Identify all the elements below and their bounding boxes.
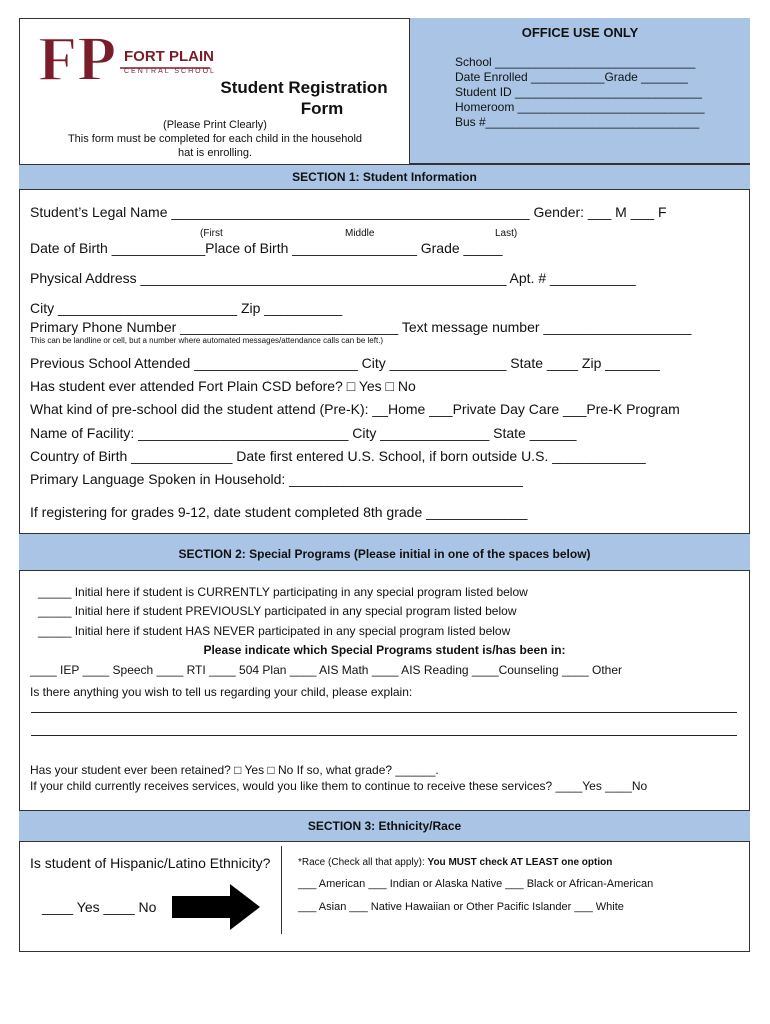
explain-line-1[interactable] bbox=[31, 712, 737, 713]
right-arrow-icon bbox=[172, 884, 260, 930]
never-participated-line[interactable]: _____ Initial here if student HAS NEVER participated in any special program listed below bbox=[38, 624, 511, 638]
race-options-row1[interactable]: ___ American ___ Indian or Alaska Native ___ Black or African-American bbox=[298, 878, 654, 890]
last-name-caption: Last) bbox=[495, 228, 518, 239]
office-use-box bbox=[409, 18, 750, 164]
country-of-birth-field[interactable]: Country of Birth _____________ Date first entered U.S. School, if born outside U.S. ____________ bbox=[30, 448, 646, 464]
city-zip-field[interactable]: City _______________________ Zip __________ bbox=[30, 300, 343, 316]
completion-note: This form must be completed for each child in the household bbox=[67, 133, 363, 145]
logo-letters: FP bbox=[38, 28, 117, 92]
print-clearly-note: (Please Print Clearly) bbox=[163, 119, 267, 131]
first-name-caption: (First bbox=[200, 228, 223, 239]
hispanic-question: Is student of Hispanic/Latino Ethnicity? bbox=[30, 855, 271, 871]
school-logo bbox=[38, 28, 216, 92]
office-homeroom-field[interactable]: Homeroom ____________________________ bbox=[455, 100, 705, 114]
dob-pob-grade-field[interactable]: Date of Birth ____________Place of Birth ________________ Grade _____ bbox=[30, 240, 503, 256]
section3-divider bbox=[281, 846, 282, 934]
attended-before-question[interactable]: Has student ever attended Fort Plain CSD before? □ Yes □ No bbox=[30, 378, 416, 394]
grades-9-12-field[interactable]: If registering for grades 9-12, date student completed 8th grade _____________ bbox=[30, 504, 528, 520]
middle-name-caption: Middle bbox=[345, 228, 375, 239]
section3-header: SECTION 3: Ethnicity/Race bbox=[19, 810, 750, 842]
race-options-row2[interactable]: ___ Asian ___ Native Hawaiian or Other Pacific Islander ___ White bbox=[298, 901, 624, 913]
explain-question: Is there anything you wish to tell us regarding your child, please explain: bbox=[30, 685, 413, 699]
completion-note-2: hat is enrolling. bbox=[178, 147, 252, 159]
school-name: FORT PLAIN bbox=[124, 48, 214, 65]
previously-participated-line[interactable]: _____ Initial here if student PREVIOUSLY participated in any special program listed below bbox=[38, 604, 517, 618]
indicate-programs-heading: Please indicate which Special Programs student is/has been in: bbox=[203, 643, 566, 657]
office-date-enrolled-field[interactable]: Date Enrolled ___________Grade _______ bbox=[455, 70, 688, 84]
office-use-title: OFFICE USE ONLY bbox=[521, 25, 639, 40]
phone-note: This can be landline or cell, but a number where automated messages/attendance calls can be left.) bbox=[30, 336, 384, 345]
section1-header: SECTION 1: Student Information bbox=[19, 164, 750, 190]
programs-checklist[interactable]: ____ IEP ____ Speech ____ RTI ____ 504 Plan ____ AIS Math ____ AIS Reading ____Counseling ____ Other bbox=[30, 663, 623, 677]
previous-school-field[interactable]: Previous School Attended _____________________ City _______________ State ____ Zip _______ bbox=[30, 355, 660, 371]
preschool-question[interactable]: What kind of pre-school did the student attend (Pre-K): __Home ___Private Day Care ___Pre-K Program bbox=[30, 401, 680, 417]
currently-participating-line[interactable]: _____ Initial here if student is CURRENTLY participating in any special program listed below bbox=[38, 585, 528, 599]
race-must-note: You MUST check AT LEAST one option bbox=[427, 857, 613, 868]
school-subname: CENTRAL SCHOOL bbox=[124, 68, 216, 75]
section2-header: SECTION 2: Special Programs (Please initial in one of the spaces below) bbox=[19, 533, 750, 571]
explain-line-2[interactable] bbox=[31, 735, 737, 736]
form-title-line2: Form bbox=[300, 99, 344, 118]
race-note: *Race (Check all that apply): bbox=[298, 857, 428, 868]
primary-language-field[interactable]: Primary Language Spoken in Household: ______________________________ bbox=[30, 471, 523, 487]
legal-name-field[interactable]: Student’s Legal Name ______________________________________________ Gender: ___ M ___ F bbox=[30, 204, 667, 220]
race-instructions bbox=[298, 857, 612, 868]
phone-field[interactable]: Primary Phone Number ____________________________ Text message number ___________________ bbox=[30, 319, 692, 335]
office-school-field[interactable]: School ______________________________ bbox=[455, 55, 696, 69]
physical-address-field[interactable]: Physical Address _______________________________________________ Apt. # ___________ bbox=[30, 270, 636, 286]
form-title-line1: Student Registration bbox=[220, 78, 388, 97]
facility-field[interactable]: Name of Facility: ___________________________ City ______________ State ______ bbox=[30, 425, 577, 441]
hispanic-answer[interactable]: ____ Yes ____ No bbox=[42, 899, 157, 915]
office-student-id-field[interactable]: Student ID ____________________________ bbox=[455, 85, 702, 99]
continue-services-question[interactable]: If your child currently receives services, would you like them to continue to receive these services? ____Yes ____No bbox=[30, 779, 648, 793]
office-bus-field[interactable]: Bus #________________________________ bbox=[455, 115, 700, 129]
retained-question[interactable]: Has your student ever been retained? □ Yes □ No If so, what grade? ______. bbox=[30, 763, 439, 777]
